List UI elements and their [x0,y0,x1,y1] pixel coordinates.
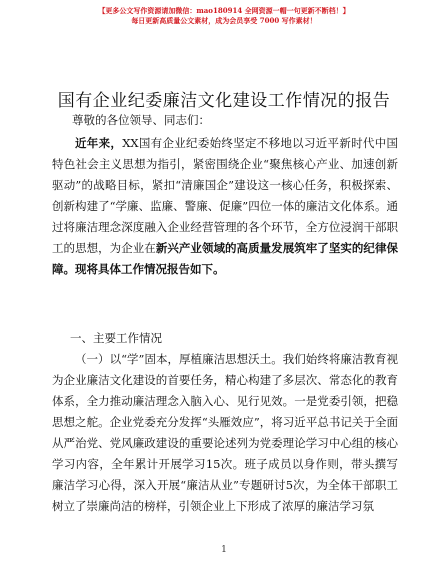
document-title: 国有企业纪委廉洁文化建设工作情况的报告 [57,91,391,111]
promo-banner [0,6,448,26]
section-heading-1: 一、主要工作情况 [70,331,162,345]
paragraph-intro [52,133,398,280]
greeting: 尊敬的各位领导、同志们： [72,113,210,127]
paragraph-intro-lead: 近年来， [75,136,123,150]
paragraph-intro-tail: 新兴产业领域的高质量发展筑牢了坚实的纪律保障。现将具体工作情况报告如下。 [52,241,398,276]
paragraph-study: （一）以“学”固本，厚植廉洁思想沃土。我们始终将廉洁教育视为企业廉洁文化建设的首要任务，精心构建了多层次、常态化的教育体系，全力推动廉洁理念入脑入心、见行见效。一是党委引领，把稳思想之舵。企业党委充分发挥“头雁效应”，将习近平总书记关于全面从严治党、党风廉政建设的重要论述列为党委理论学习中心组的核心学习内容，全年累计开展学习15次。班子成员以身作则，带头撰写廉洁学习心得，深入开展“廉洁从业”专题研讨5次，为全体干部职工树立了崇廉尚洁的榜样，引领企业上下形成了浓厚的廉洁学习氛 [52,352,398,513]
promo-banner-line-2: 每日更新高质量公文素材，成为会员享受 7000 写作素材！ [131,16,317,25]
page-number: 1 [221,545,227,555]
promo-banner-line-1: 【更多公文写作资源请加微信：mao180914 全网资源一帽一句更新不断档！】 [98,6,350,15]
paragraph-intro-body: XX国有企业纪委始终坚定不移地以习近平新时代中国特色社会主义思想为指引，紧密围绕企业“聚焦核心产业、加速创新驱动”的战略目标，紧扣“清廉国企”建设这一核心任务，积极探索、创新构建了“学廉、监廉、警廉、促廉”四位一体的廉洁文化体系。通过将廉洁理念深度融入企业经营管理的各个环节，全方位浸润干部职工的思想，为企业在 [52,136,399,255]
